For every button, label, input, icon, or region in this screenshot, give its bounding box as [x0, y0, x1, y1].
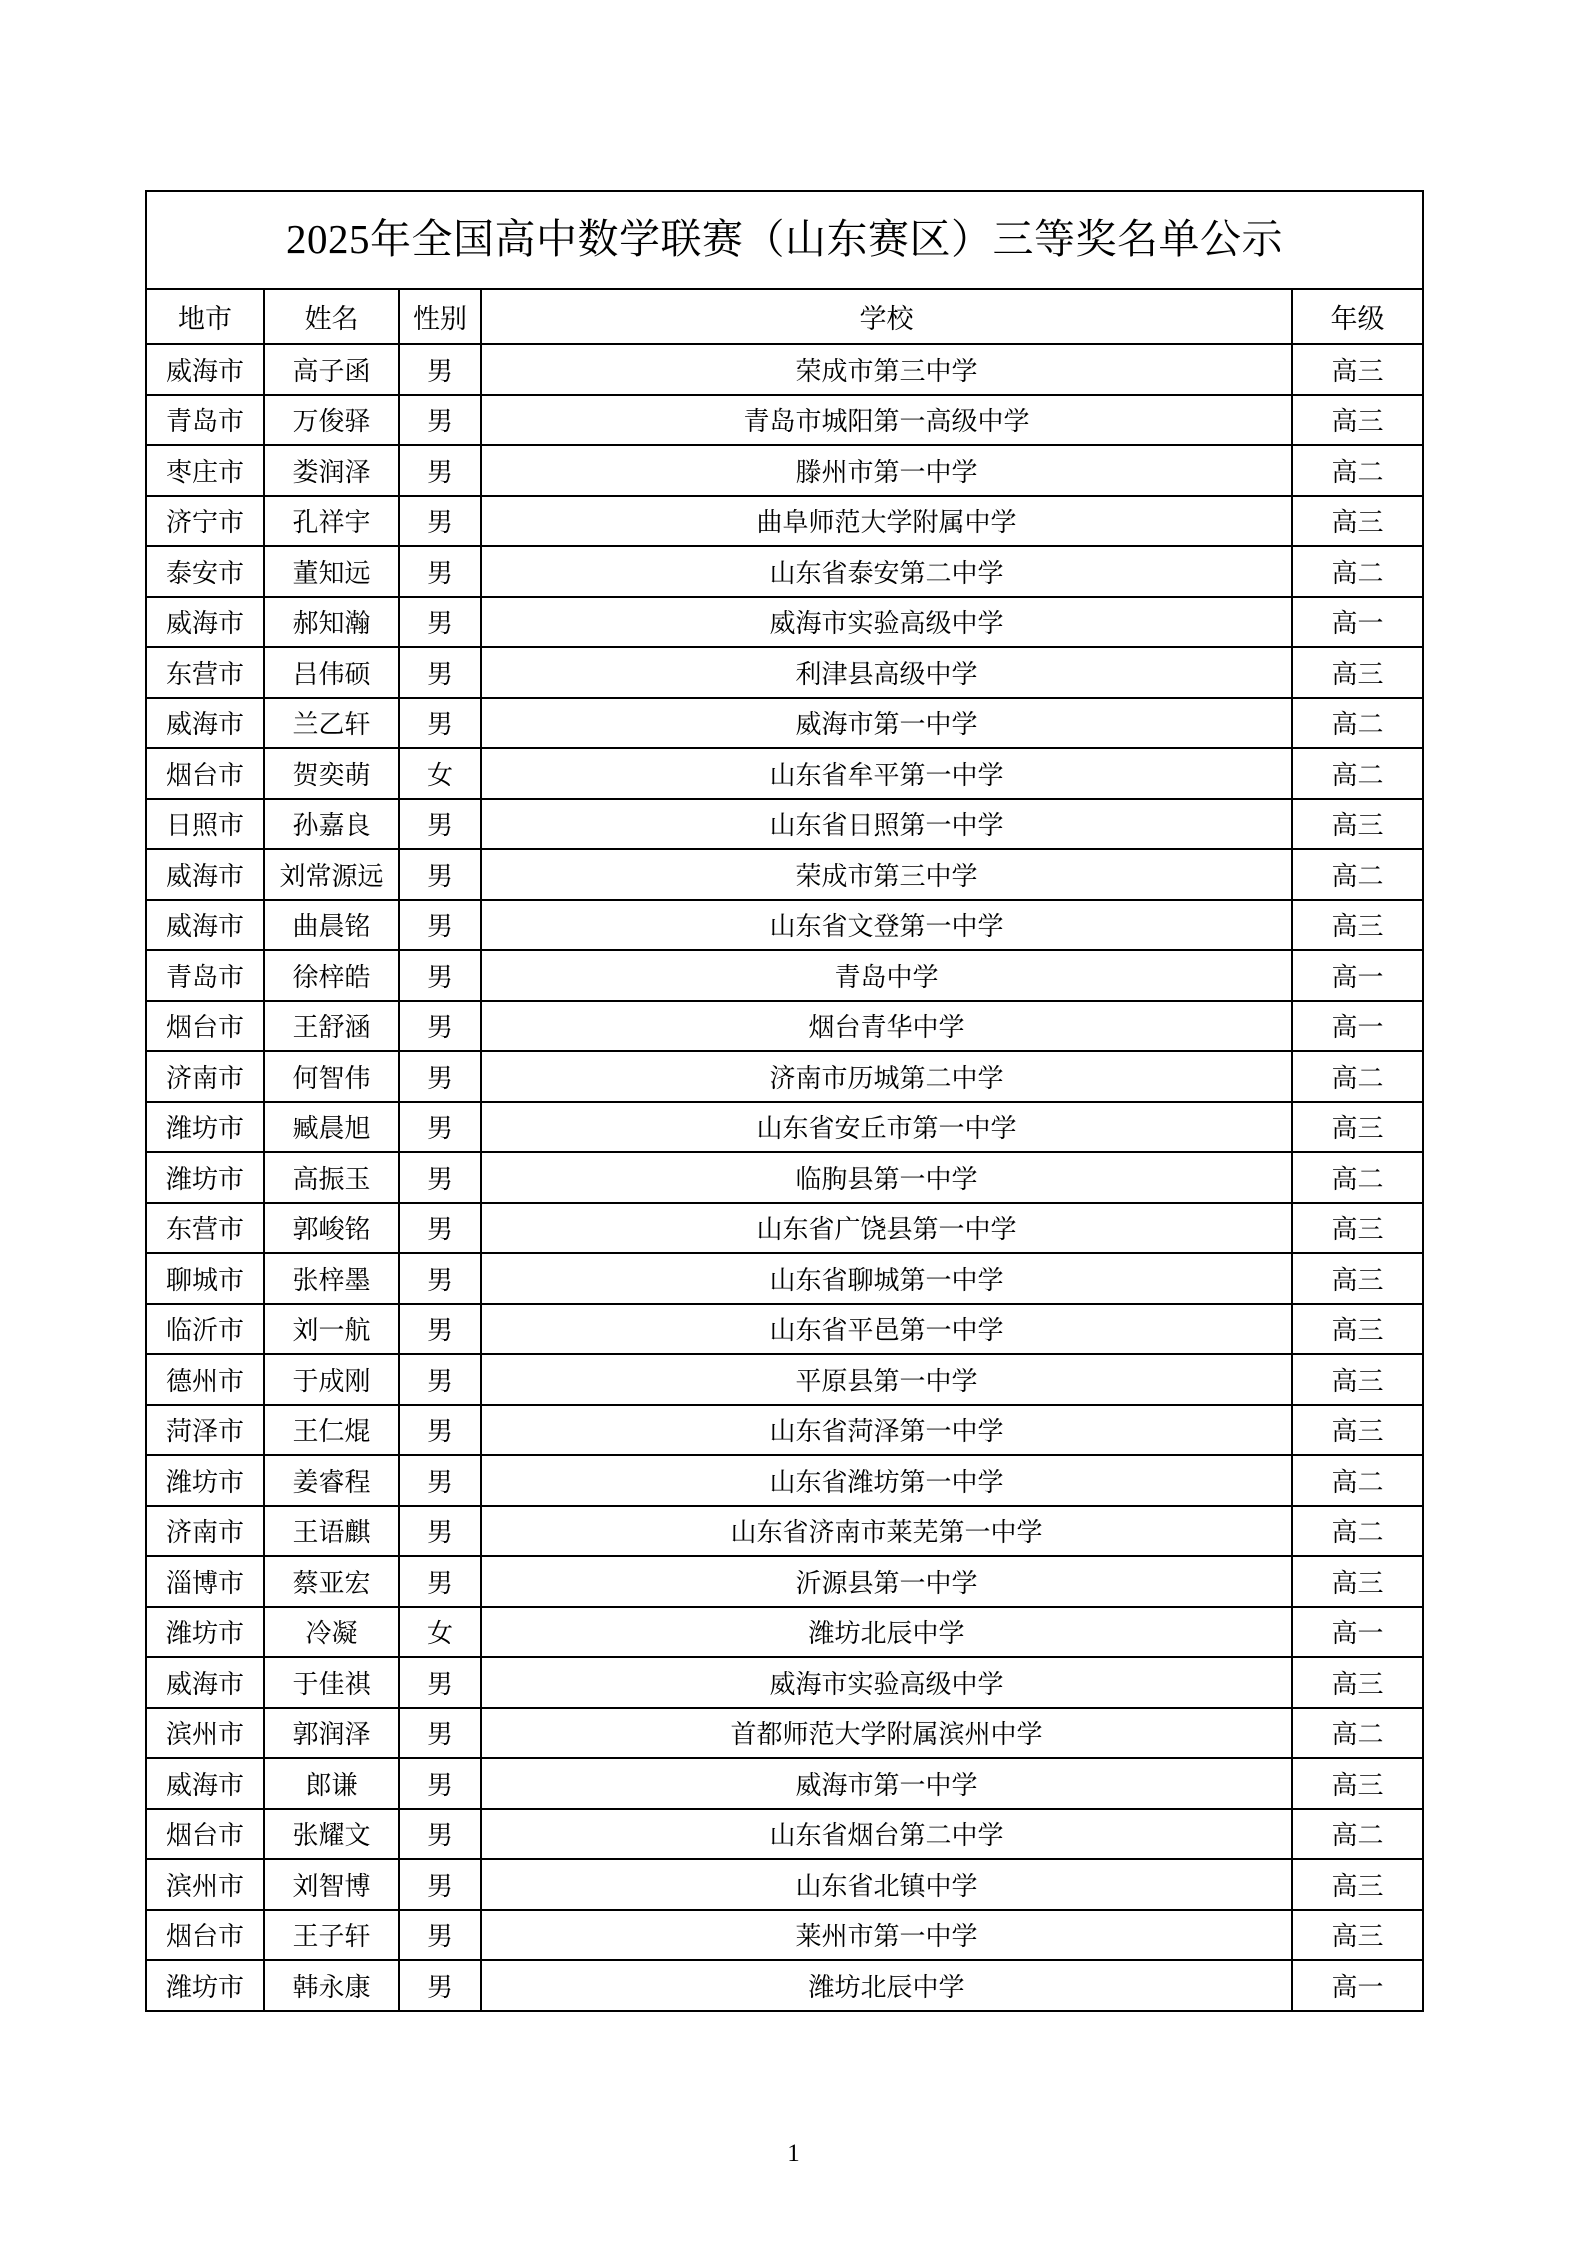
cell-city: 德州市	[146, 1354, 264, 1405]
table-row	[146, 1152, 1423, 1203]
cell-grade: 高三	[1292, 1253, 1423, 1304]
cell-school: 威海市第一中学	[481, 1758, 1292, 1809]
cell-city: 泰安市	[146, 546, 264, 597]
cell-gender: 男	[399, 1405, 481, 1456]
cell-school: 山东省平邑第一中学	[481, 1304, 1292, 1355]
cell-school: 山东省菏泽第一中学	[481, 1405, 1292, 1456]
cell-school: 山东省广饶县第一中学	[481, 1203, 1292, 1254]
cell-gender: 男	[399, 1506, 481, 1557]
cell-name: 王语麒	[264, 1506, 399, 1557]
award-list-table	[145, 190, 1424, 2012]
table-row	[146, 1304, 1423, 1355]
cell-grade: 高三	[1292, 1910, 1423, 1961]
cell-name: 王舒涵	[264, 1001, 399, 1052]
cell-school: 威海市第一中学	[481, 698, 1292, 749]
cell-gender: 男	[399, 1304, 481, 1355]
table-row	[146, 1001, 1423, 1052]
cell-grade: 高二	[1292, 1455, 1423, 1506]
cell-school: 烟台青华中学	[481, 1001, 1292, 1052]
cell-school: 威海市实验高级中学	[481, 597, 1292, 648]
cell-grade: 高三	[1292, 1203, 1423, 1254]
table-row	[146, 950, 1423, 1001]
table-row	[146, 698, 1423, 749]
cell-school: 青岛市城阳第一高级中学	[481, 395, 1292, 446]
cell-grade: 高一	[1292, 950, 1423, 1001]
cell-name: 刘智博	[264, 1859, 399, 1910]
cell-school: 沂源县第一中学	[481, 1556, 1292, 1607]
cell-grade: 高一	[1292, 1607, 1423, 1658]
cell-grade: 高三	[1292, 900, 1423, 951]
cell-grade: 高三	[1292, 1354, 1423, 1405]
cell-city: 枣庄市	[146, 445, 264, 496]
cell-grade: 高一	[1292, 1001, 1423, 1052]
table-row	[146, 1809, 1423, 1860]
title-row	[146, 191, 1423, 289]
cell-name: 贺奕萌	[264, 748, 399, 799]
cell-name: 吕伟硕	[264, 647, 399, 698]
cell-city: 青岛市	[146, 950, 264, 1001]
cell-gender: 男	[399, 1001, 481, 1052]
cell-gender: 男	[399, 1708, 481, 1759]
cell-grade: 高二	[1292, 445, 1423, 496]
cell-gender: 男	[399, 445, 481, 496]
cell-city: 菏泽市	[146, 1405, 264, 1456]
cell-city: 威海市	[146, 698, 264, 749]
cell-grade: 高一	[1292, 1960, 1423, 2011]
cell-gender: 男	[399, 799, 481, 850]
cell-grade: 高二	[1292, 1506, 1423, 1557]
table-body	[146, 191, 1423, 2011]
cell-grade: 高三	[1292, 1859, 1423, 1910]
table-row	[146, 647, 1423, 698]
table-row	[146, 849, 1423, 900]
cell-name: 于成刚	[264, 1354, 399, 1405]
cell-grade: 高三	[1292, 395, 1423, 446]
table-row	[146, 1910, 1423, 1961]
cell-school: 潍坊北辰中学	[481, 1607, 1292, 1658]
table-row	[146, 1354, 1423, 1405]
cell-grade: 高二	[1292, 1809, 1423, 1860]
cell-grade: 高三	[1292, 1405, 1423, 1456]
cell-grade: 高三	[1292, 1758, 1423, 1809]
cell-gender: 男	[399, 1657, 481, 1708]
table-row	[146, 395, 1423, 446]
cell-name: 张耀文	[264, 1809, 399, 1860]
cell-school: 威海市实验高级中学	[481, 1657, 1292, 1708]
table-row	[146, 1455, 1423, 1506]
cell-grade: 高二	[1292, 748, 1423, 799]
cell-city: 烟台市	[146, 1001, 264, 1052]
cell-grade: 高三	[1292, 1304, 1423, 1355]
cell-gender: 男	[399, 1809, 481, 1860]
cell-school: 山东省北镇中学	[481, 1859, 1292, 1910]
column-header-grade: 年级	[1292, 289, 1423, 344]
page-number: 1	[787, 2140, 800, 2167]
cell-school: 临朐县第一中学	[481, 1152, 1292, 1203]
cell-gender: 男	[399, 1102, 481, 1153]
cell-gender: 女	[399, 748, 481, 799]
table-row	[146, 1253, 1423, 1304]
cell-name: 冷凝	[264, 1607, 399, 1658]
table-row	[146, 1051, 1423, 1102]
table-row	[146, 799, 1423, 850]
table-row	[146, 445, 1423, 496]
cell-school: 首都师范大学附属滨州中学	[481, 1708, 1292, 1759]
table-row	[146, 1102, 1423, 1153]
table-row	[146, 1657, 1423, 1708]
cell-gender: 男	[399, 1758, 481, 1809]
column-header-name: 姓名	[264, 289, 399, 344]
cell-name: 郎谦	[264, 1758, 399, 1809]
cell-gender: 男	[399, 647, 481, 698]
cell-name: 孙嘉良	[264, 799, 399, 850]
cell-grade: 高二	[1292, 849, 1423, 900]
cell-name: 姜睿程	[264, 1455, 399, 1506]
cell-name: 高振玉	[264, 1152, 399, 1203]
cell-name: 郭峻铭	[264, 1203, 399, 1254]
cell-city: 威海市	[146, 849, 264, 900]
cell-school: 山东省文登第一中学	[481, 900, 1292, 951]
cell-city: 滨州市	[146, 1859, 264, 1910]
cell-gender: 男	[399, 900, 481, 951]
cell-city: 威海市	[146, 1758, 264, 1809]
cell-school: 平原县第一中学	[481, 1354, 1292, 1405]
table-row	[146, 1708, 1423, 1759]
cell-city: 济南市	[146, 1506, 264, 1557]
cell-city: 烟台市	[146, 748, 264, 799]
cell-school: 山东省烟台第二中学	[481, 1809, 1292, 1860]
cell-name: 刘常源远	[264, 849, 399, 900]
cell-name: 臧晨旭	[264, 1102, 399, 1153]
cell-name: 张梓墨	[264, 1253, 399, 1304]
cell-gender: 男	[399, 950, 481, 1001]
table-row	[146, 1859, 1423, 1910]
cell-name: 曲晨铭	[264, 900, 399, 951]
cell-city: 日照市	[146, 799, 264, 850]
cell-city: 聊城市	[146, 1253, 264, 1304]
cell-city: 青岛市	[146, 395, 264, 446]
cell-grade: 高三	[1292, 496, 1423, 547]
cell-school: 荣成市第三中学	[481, 849, 1292, 900]
cell-gender: 男	[399, 1253, 481, 1304]
cell-city: 济南市	[146, 1051, 264, 1102]
cell-city: 淄博市	[146, 1556, 264, 1607]
cell-grade: 高三	[1292, 1556, 1423, 1607]
cell-grade: 高三	[1292, 344, 1423, 395]
table-row	[146, 597, 1423, 648]
table-row	[146, 748, 1423, 799]
cell-gender: 男	[399, 1152, 481, 1203]
cell-school: 山东省聊城第一中学	[481, 1253, 1292, 1304]
table-row	[146, 1405, 1423, 1456]
cell-gender: 男	[399, 1859, 481, 1910]
table-row	[146, 900, 1423, 951]
cell-gender: 男	[399, 849, 481, 900]
cell-school: 山东省济南市莱芜第一中学	[481, 1506, 1292, 1557]
cell-school: 潍坊北辰中学	[481, 1960, 1292, 2011]
cell-gender: 男	[399, 698, 481, 749]
cell-name: 娄润泽	[264, 445, 399, 496]
cell-name: 高子函	[264, 344, 399, 395]
cell-grade: 高三	[1292, 647, 1423, 698]
cell-city: 威海市	[146, 597, 264, 648]
cell-name: 蔡亚宏	[264, 1556, 399, 1607]
cell-city: 滨州市	[146, 1708, 264, 1759]
cell-name: 何智伟	[264, 1051, 399, 1102]
table-row	[146, 1758, 1423, 1809]
cell-city: 临沂市	[146, 1304, 264, 1355]
cell-gender: 女	[399, 1607, 481, 1658]
cell-gender: 男	[399, 1354, 481, 1405]
cell-name: 兰乙轩	[264, 698, 399, 749]
table-row	[146, 1960, 1423, 2011]
cell-gender: 男	[399, 344, 481, 395]
cell-name: 徐梓皓	[264, 950, 399, 1001]
cell-city: 潍坊市	[146, 1607, 264, 1658]
cell-name: 董知远	[264, 546, 399, 597]
cell-city: 潍坊市	[146, 1102, 264, 1153]
cell-gender: 男	[399, 1455, 481, 1506]
cell-city: 潍坊市	[146, 1455, 264, 1506]
cell-school: 山东省日照第一中学	[481, 799, 1292, 850]
cell-gender: 男	[399, 1960, 481, 2011]
cell-grade: 高二	[1292, 698, 1423, 749]
cell-city: 烟台市	[146, 1809, 264, 1860]
cell-grade: 高二	[1292, 1152, 1423, 1203]
cell-grade: 高三	[1292, 799, 1423, 850]
table-header-row	[146, 289, 1423, 344]
cell-school: 山东省安丘市第一中学	[481, 1102, 1292, 1153]
document-title: 2025年全国高中数学联赛（山东赛区）三等奖名单公示	[146, 191, 1423, 289]
table-row	[146, 1203, 1423, 1254]
cell-gender: 男	[399, 1051, 481, 1102]
cell-gender: 男	[399, 546, 481, 597]
cell-city: 威海市	[146, 344, 264, 395]
cell-school: 青岛中学	[481, 950, 1292, 1001]
cell-grade: 高二	[1292, 1051, 1423, 1102]
cell-school: 利津县高级中学	[481, 647, 1292, 698]
cell-gender: 男	[399, 1910, 481, 1961]
cell-name: 万俊驿	[264, 395, 399, 446]
cell-school: 济南市历城第二中学	[481, 1051, 1292, 1102]
cell-name: 于佳祺	[264, 1657, 399, 1708]
column-header-school: 学校	[481, 289, 1292, 344]
cell-school: 山东省泰安第二中学	[481, 546, 1292, 597]
cell-gender: 男	[399, 597, 481, 648]
cell-grade: 高二	[1292, 1708, 1423, 1759]
cell-gender: 男	[399, 1203, 481, 1254]
column-header-city: 地市	[146, 289, 264, 344]
cell-name: 孔祥宇	[264, 496, 399, 547]
cell-grade: 高三	[1292, 1657, 1423, 1708]
table-row	[146, 1607, 1423, 1658]
cell-city: 东营市	[146, 647, 264, 698]
table-row	[146, 546, 1423, 597]
cell-gender: 男	[399, 395, 481, 446]
table-row	[146, 1506, 1423, 1557]
cell-name: 王子轩	[264, 1910, 399, 1961]
cell-name: 刘一航	[264, 1304, 399, 1355]
cell-city: 威海市	[146, 900, 264, 951]
cell-name: 郝知瀚	[264, 597, 399, 648]
cell-city: 威海市	[146, 1657, 264, 1708]
cell-school: 滕州市第一中学	[481, 445, 1292, 496]
cell-name: 郭润泽	[264, 1708, 399, 1759]
cell-city: 东营市	[146, 1203, 264, 1254]
cell-gender: 男	[399, 1556, 481, 1607]
cell-school: 曲阜师范大学附属中学	[481, 496, 1292, 547]
cell-grade: 高二	[1292, 546, 1423, 597]
cell-grade: 高三	[1292, 1102, 1423, 1153]
table-row	[146, 496, 1423, 547]
cell-school: 荣成市第三中学	[481, 344, 1292, 395]
cell-school: 莱州市第一中学	[481, 1910, 1292, 1961]
table-row	[146, 344, 1423, 395]
cell-city: 烟台市	[146, 1910, 264, 1961]
cell-city: 济宁市	[146, 496, 264, 547]
cell-gender: 男	[399, 496, 481, 547]
table-row	[146, 1556, 1423, 1607]
cell-grade: 高一	[1292, 597, 1423, 648]
cell-city: 潍坊市	[146, 1152, 264, 1203]
cell-school: 山东省潍坊第一中学	[481, 1455, 1292, 1506]
cell-name: 王仁焜	[264, 1405, 399, 1456]
cell-name: 韩永康	[264, 1960, 399, 2011]
cell-city: 潍坊市	[146, 1960, 264, 2011]
column-header-gender: 性别	[399, 289, 481, 344]
cell-school: 山东省牟平第一中学	[481, 748, 1292, 799]
